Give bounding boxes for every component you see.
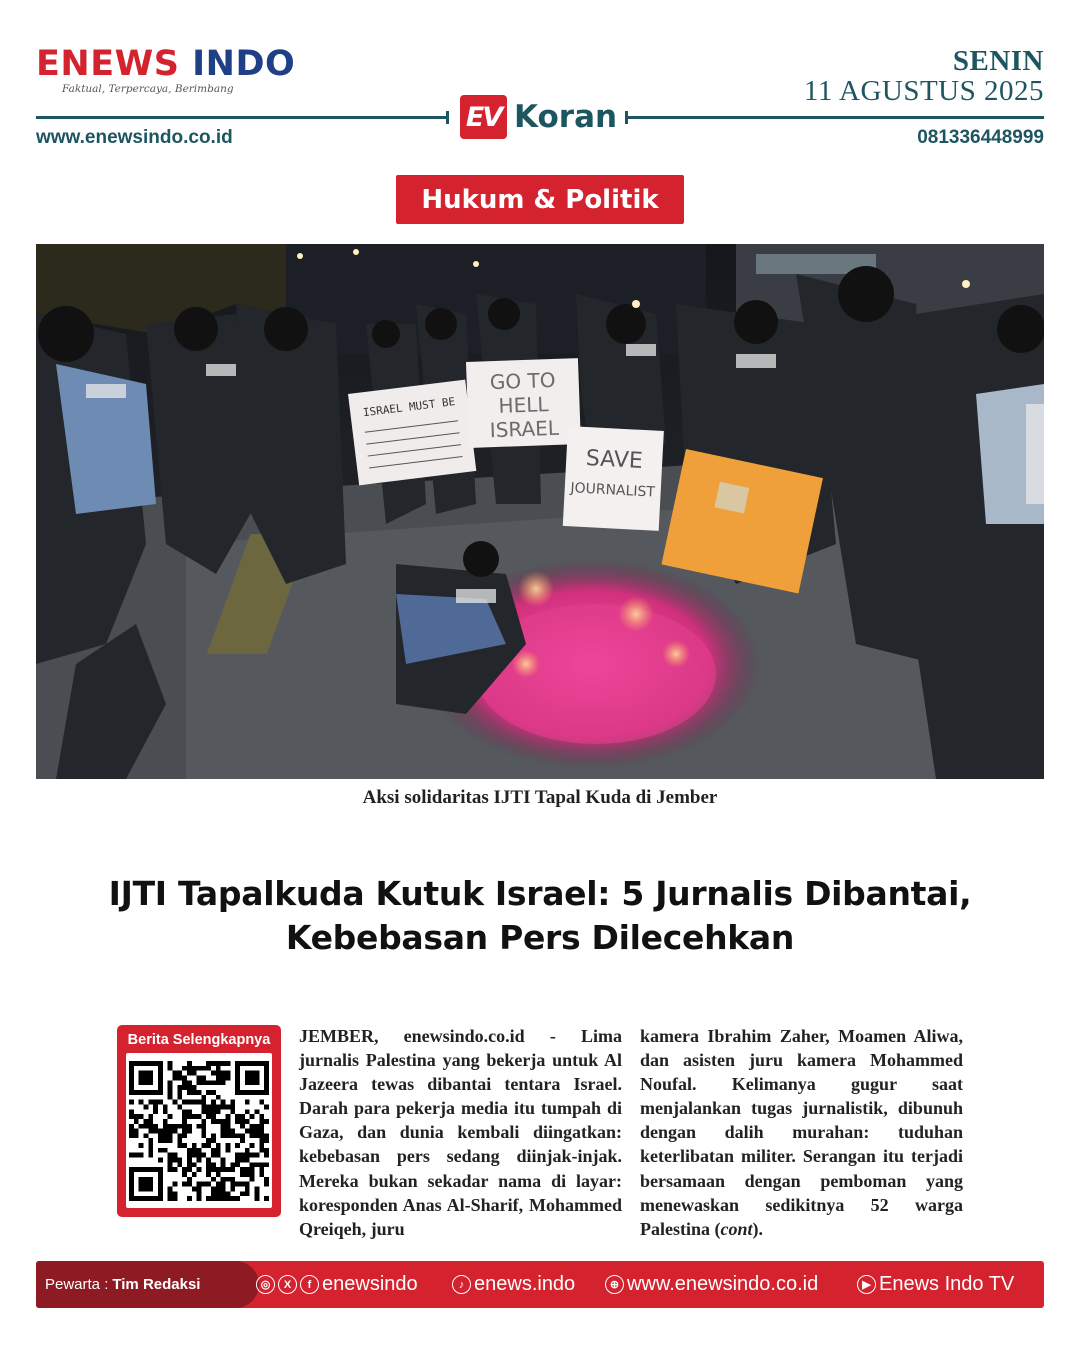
issue-day: SENIN [952,45,1044,77]
qr-label: Berita Selengkapnya [127,1032,271,1048]
youtube-icon: ▶ [857,1275,876,1294]
article-column-2-text: kamera Ibrahim Zaher, Moamen Aliwa, dan asisten juru kamera Mohammed Noufal. Kelimanya gugur saat menjalankan tugas jurnalistik, dibunuh dengan dalih murahan: tuduhan keterlibatan militer. Serangan itu terjadi bersamaan dengan pemboman yang menewaskan sedikitnya 52 warga Palestina [640,1026,963,1239]
phone-number: 081336448999 [917,127,1044,148]
sign-save-line2: JOURNALIST [570,480,656,501]
sign-goto-line2: HELL [498,392,549,418]
article-column-2: kamera Ibrahim Zaher, Moamen Aliwa, dan asisten juru kamera Mohammed Noufal. Kelimanya gugur saat menjalankan tugas jurnalistik, dibunuh dengan dalih murahan: tuduhan keterlibatan militer. Serangan itu terjadi bersamaan dengan pemboman yang menewaskan sedikitnya 52 warga Palestina (cont). [640,1026,963,1239]
edition-label: Koran [514,99,618,135]
header-rule-left [36,116,448,119]
instagram-icon: ◎ [256,1275,275,1294]
headline-line2: Kebebasan Pers Dilecehkan [285,918,795,957]
tiktok-handle: enews.indo [474,1273,576,1295]
qr-card[interactable] [117,1025,281,1217]
youtube-channel: Enews Indo TV [879,1273,1015,1295]
issue-date-text: 11 AGUSTUS 2025 [803,75,1044,107]
ev-logo-icon: EV [460,95,507,139]
footer-bar [36,1261,1044,1308]
x-icon: X [278,1275,297,1294]
article-photo [36,244,1044,779]
social-youtube[interactable] [857,1261,1014,1308]
globe-icon: ⊕ [605,1275,624,1294]
header-rule-cap [446,111,449,124]
headline-line1: IJTI Tapalkuda Kutuk Israel: 5 Jurnalis Dibantai, [108,874,972,913]
social-handle: enewsindo [322,1273,418,1295]
social-website[interactable] [605,1261,818,1308]
website-link[interactable]: www.enewsindo.co.id [36,127,233,148]
article-cont: cont [720,1218,753,1239]
qr-code[interactable] [126,1053,272,1208]
pewarta-name: Tim Redaksi [112,1276,201,1293]
sign-goto-line1: GO TO [489,367,556,395]
pewarta-tab [36,1261,239,1308]
category-badge: Hukum & Politik [396,175,684,224]
header-rule-cap [625,111,628,124]
brand-name-part1: ENEWS [36,44,180,84]
sign-save-line1: SAVE [585,445,644,474]
footer-website: www.enewsindo.co.id [627,1273,819,1295]
issue-date [804,46,1044,106]
pewarta-label: Pewarta : [45,1276,109,1293]
article-column-1: JEMBER, enewsindo.co.id - Lima jurnalis Palestina yang bekerja untuk Al Jazeera tewas dibantai tentara Israel. Darah para pekerja media itu tumpah di Gaza, dan dunia kembali diingatkan: kebebasan pers sedang diinjak-injak. Mereka bukan sekadar nama di layar: koresponden Anas Al-Sharif, Mohammed Qreiqeh, juru [299,1026,622,1239]
article-close: ). [752,1218,764,1239]
sign-goto-line3: ISRAEL [489,415,560,443]
social-tiktok[interactable] [452,1261,575,1308]
facebook-icon: f [300,1275,319,1294]
brand-name-part2: INDO [192,44,296,84]
brand-name [36,44,296,84]
sign-israel: ISRAEL MUST BE [362,395,456,420]
photo-caption: Aksi solidaritas IJTI Tapal Kuda di Jember [362,787,718,808]
social-instagram-x-facebook[interactable] [256,1261,418,1308]
article-headline [40,872,1040,960]
header-rule-right [626,116,1044,119]
qr-code-icon [129,1061,269,1201]
tiktok-icon: ♪ [452,1275,471,1294]
brand-logo [36,44,296,95]
koran-logo [460,95,617,139]
brand-tagline: Faktual, Terpercaya, Berimbang [62,83,234,95]
